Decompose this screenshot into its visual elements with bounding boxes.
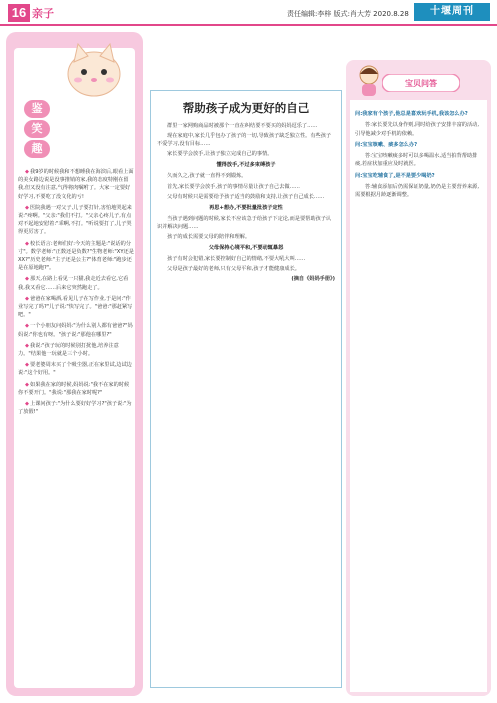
joke-item: ◆ 那天,在路上看见一只猫,我走近去看它,它看我,我又看它……后来它突然跑走了。: [18, 275, 134, 291]
joke-item: ◆ 一个小朋友问妈妈:"为什么别人都有爸爸?"妈妈说:"你也有呀。"孩子说:"那他在哪里?": [18, 322, 134, 338]
article-title: 帮助孩子成为更好的自己: [182, 101, 310, 115]
article-paragraph: 父母有时候只是需要给予孩子适当的鼓励和支持,让孩子自己成长……: [167, 193, 325, 200]
qa-answer: 答:宝宝咳嗽痰多时可以多喝温水,适当拍背帮助排痰,若症状加重应及时就医。: [355, 153, 478, 168]
qa-question: 问:宝宝吃辅食了,是不是要少喝奶?: [355, 172, 435, 179]
publication-brand: 十堰周刊: [414, 3, 490, 21]
article-body: [157, 122, 335, 286]
joke-item: ◆ 如果我在家的时候,妈妈说:"我不在家的时候你不要开门。"我说:"那我在家时呢?": [18, 381, 134, 397]
qa-answer: 答:辅食添加后仍需保证奶量,奶仍是主要营养来源,需要根据月龄逐渐调整。: [355, 184, 479, 199]
qa-answer: 答:家长要先以身作则,同时给孩子安排丰富的活动,引导他减少对手机的依赖。: [355, 122, 479, 137]
joke-item: ◆ 我9岁的时候我和不想睡我在海滨后,眼看上面的美女路边说是没事推销的家,我的态度特刚在留我,但又没有注意,气得将肉嘱咐了。大家一定要好好学习,不要吃了没文化的亏!: [18, 168, 134, 201]
qa-body: [355, 110, 483, 203]
article-paragraph: 孩子有时会犯错,家长要控制好自己的情绪,不要大吼大叫……: [167, 256, 306, 263]
joke-tag-1: 鉴: [24, 100, 50, 118]
article-paragraph: 群里一家网购商品时被那个一直在纠结要不要买的妈妈逗乐了……: [167, 123, 318, 129]
article-paragraph: 现在家庭中,家长几乎包办了孩子的一切,导致孩子缺乏独立性。有些孩子不爱学习,没有目标……: [157, 133, 332, 148]
page-number: 16: [8, 4, 30, 22]
girl-illustration: [356, 64, 382, 98]
article-subheading: 懂得放手,不过多束缚孩子: [216, 162, 276, 169]
joke-item: ◆ 医院我遇一对父子,儿子要打针,害怕地哭起来说:"疼啊。"父亲:"我们不打。"父亲心疼儿子,有点对不起地安慰着:"乖啊,不打。"听说要打了,儿子哭得更厉害了。: [18, 204, 134, 237]
joke-item: ◆ 爸爸在家喝酒,看见儿子在写作业,于是问:"作业写完了吗?"儿子说:"快写完了。"爸爸:"那赶紧写吧。": [18, 295, 134, 320]
article-paragraph: 家长要学会放手,让孩子独立完成自己的事情。: [167, 151, 273, 158]
qa-question: 问:我家有个孩子,他总是喜欢玩手机,我该怎么办?: [355, 111, 468, 117]
jokes-body: [18, 168, 134, 419]
joke-tag-2: 笑: [24, 120, 50, 138]
section-title: 亲子: [32, 7, 54, 20]
header-rule: [0, 24, 497, 26]
joke-item: ◆ 上课问孩子:"为什么要好好学习?"孩子说:"为了放假!": [18, 400, 134, 416]
article-source: (摘自《妈妈手册》): [291, 276, 335, 283]
joke-item: ◆ 校长语言:老师们好:今天的主题是:"说话的分寸"。数学老师:"正数还是负数?"生物老师:"XY还是XX?"历史老师:"主子还是公主?"体育老师:"跑步还是在原地跑?"。: [18, 240, 134, 273]
article-paragraph: 首先,家长要学会放手,孩子的事情尽量让孩子自己去做……: [167, 183, 300, 190]
article-paragraph: 当孩子遇到问题的时候,家长不应该急于给孩子下定论,而是要帮助孩子认识并解决问题……: [157, 215, 332, 230]
article-paragraph: 孩子的成长需要父母的陪伴和理解。: [167, 234, 251, 241]
qa-banner-label: 宝贝问答: [405, 79, 437, 88]
article-paragraph: 久而久之,孩子就一直得不到锻炼。: [167, 173, 247, 180]
article-subheading: 再思+想办,不要批量批孩子定性: [209, 204, 283, 211]
article-paragraph: 父母是孩子最好的老师,只有父母平和,孩子才能健康成长。: [167, 266, 300, 273]
qa-question: 问:宝宝咳嗽、痰多怎么办?: [355, 141, 418, 148]
cat-illustration: [62, 40, 126, 100]
article-subheading: 父母保持心境平和,不要动辄暴怒: [208, 245, 284, 252]
joke-item: ◆ 要老婆周末买了个吸尘器,正在家里试,边试边说:"这个好用。": [18, 361, 134, 377]
joke-tag-3: 趣: [24, 140, 50, 158]
joke-item: ◆ 我说:"孩子玩的时候别打扰他,培养注意力。"结果他一玩就是三个小时。: [18, 342, 134, 358]
editor-info: 责任编辑:李梓 版式:肖大芳 2020.8.28: [287, 10, 409, 18]
